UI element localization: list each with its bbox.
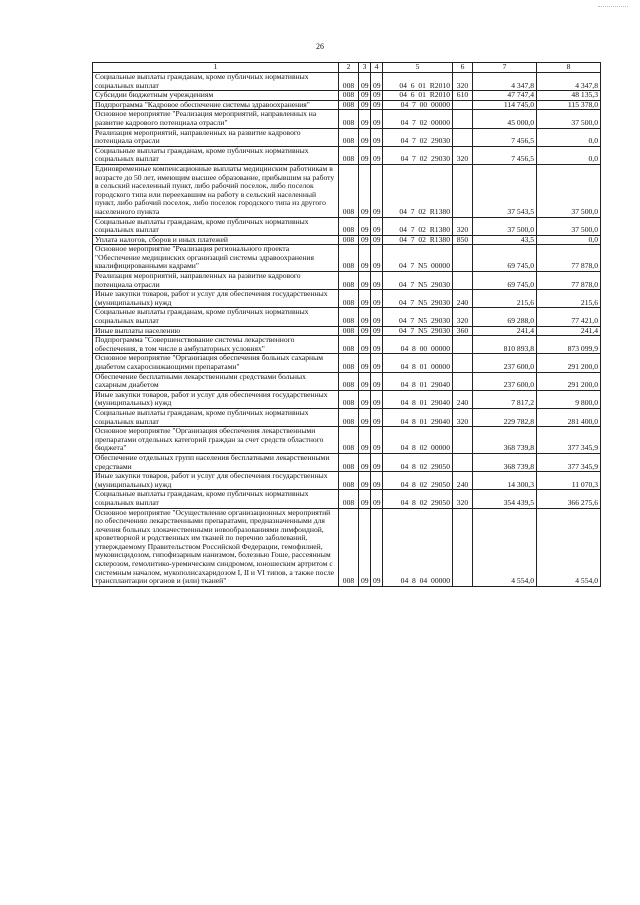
- table-row: [93, 372, 601, 390]
- subsection-code: 09: [371, 73, 383, 91]
- section-code: 09: [359, 146, 371, 164]
- amount-year-1: 810 893,8: [473, 336, 537, 354]
- target-item-code: 04 7 02 00000: [383, 110, 453, 128]
- expense-type-code: [453, 110, 473, 128]
- table-row: [93, 490, 601, 508]
- expense-type-code: [453, 453, 473, 471]
- amount-year-1: 37 500,0: [473, 217, 537, 235]
- expense-type-code: [453, 508, 473, 586]
- subsection-code: 09: [371, 472, 383, 490]
- table-row: [93, 354, 601, 372]
- amount-year-1: 43,5: [473, 235, 537, 245]
- expense-type-code: 610: [453, 91, 473, 101]
- amount-year-2: 4 554,0: [537, 508, 601, 586]
- expense-type-code: 850: [453, 235, 473, 245]
- ministry-code: 008: [339, 128, 359, 146]
- ministry-code: 008: [339, 146, 359, 164]
- amount-year-1: 7 456,5: [473, 128, 537, 146]
- expense-type-code: [453, 336, 473, 354]
- amount-year-2: 0,0: [537, 146, 601, 164]
- amount-year-1: 215,6: [473, 290, 537, 308]
- ministry-code: 008: [339, 372, 359, 390]
- header-cell: 4: [371, 63, 383, 73]
- subsection-code: 09: [371, 164, 383, 217]
- expense-type-code: [453, 354, 473, 372]
- expense-type-code: 240: [453, 472, 473, 490]
- amount-year-2: 291 200,0: [537, 372, 601, 390]
- subsection-code: 09: [371, 508, 383, 586]
- amount-year-1: 241,4: [473, 326, 537, 336]
- expense-type-code: [453, 164, 473, 217]
- ministry-code: 008: [339, 408, 359, 426]
- subsection-code: 09: [371, 100, 383, 110]
- table-row: [93, 453, 601, 471]
- amount-year-2: 873 099,9: [537, 336, 601, 354]
- table-row: [93, 336, 601, 354]
- section-code: 09: [359, 336, 371, 354]
- table-row: [93, 472, 601, 490]
- table-header-row: [93, 63, 601, 73]
- subsection-code: 09: [371, 336, 383, 354]
- header-cell: 1: [93, 63, 339, 73]
- amount-year-1: 69 288,0: [473, 308, 537, 326]
- amount-year-2: 0,0: [537, 235, 601, 245]
- expense-type-code: [453, 272, 473, 290]
- amount-year-2: 366 275,6: [537, 490, 601, 508]
- section-code: 09: [359, 490, 371, 508]
- table-row: [93, 508, 601, 586]
- ministry-code: 008: [339, 427, 359, 454]
- section-code: 09: [359, 245, 371, 272]
- table-row: [93, 146, 601, 164]
- table-row: [93, 91, 601, 101]
- ministry-code: 008: [339, 164, 359, 217]
- row-name: Иные выплаты населению: [93, 326, 339, 336]
- target-item-code: 04 7 N5 29030: [383, 272, 453, 290]
- target-item-code: 04 6 01 R2010: [383, 91, 453, 101]
- table-row: [93, 235, 601, 245]
- amount-year-2: 77 878,0: [537, 245, 601, 272]
- section-code: 09: [359, 308, 371, 326]
- target-item-code: 04 8 01 29040: [383, 372, 453, 390]
- table-row: [93, 408, 601, 426]
- section-code: 09: [359, 453, 371, 471]
- target-item-code: 04 8 01 29040: [383, 390, 453, 408]
- expense-type-code: 320: [453, 146, 473, 164]
- section-code: 09: [359, 290, 371, 308]
- ministry-code: 008: [339, 326, 359, 336]
- subsection-code: 09: [371, 290, 383, 308]
- expense-type-code: 320: [453, 73, 473, 91]
- section-code: 09: [359, 472, 371, 490]
- subsection-code: 09: [371, 272, 383, 290]
- table-row: [93, 427, 601, 454]
- ministry-code: 008: [339, 472, 359, 490]
- amount-year-1: 4 554,0: [473, 508, 537, 586]
- section-code: 09: [359, 100, 371, 110]
- table-row: [93, 164, 601, 217]
- subsection-code: 09: [371, 91, 383, 101]
- row-name: Основное мероприятие "Организация обеспечения лекарственными препаратами отдельных категорий граждан за счет средств областного бюджета": [93, 427, 339, 454]
- table-row: [93, 308, 601, 326]
- amount-year-1: 229 782,8: [473, 408, 537, 426]
- section-code: 09: [359, 235, 371, 245]
- ministry-code: 008: [339, 508, 359, 586]
- target-item-code: 04 7 02 29030: [383, 146, 453, 164]
- subsection-code: 09: [371, 110, 383, 128]
- row-name: Социальные выплаты гражданам, кроме публичных нормативных социальных выплат: [93, 490, 339, 508]
- table-row: [93, 245, 601, 272]
- amount-year-2: 377 345,9: [537, 427, 601, 454]
- ministry-code: 008: [339, 290, 359, 308]
- ministry-code: 008: [339, 390, 359, 408]
- row-name: Подпрограмма "Кадровое обеспечение системы здравоохранения": [93, 100, 339, 110]
- header-cell: 2: [339, 63, 359, 73]
- row-name: Основное мероприятие "Осуществление организационных мероприятий по обеспечению лекарственными препаратами, предназначенными для лечения больных злокачественными новообразованиями лимфоидной, кроветворной и родственных им тканей по перечню заболеваний, утверждаемому Правительством Российской Федерации, гемофилией, муковисцидозом, гипофизарным нанизмом, болезнью Гоше, рассеянным склерозом, гемолитико-уремическим синдромом, юношеским артритом с системным началом, мукополисахаридозом I, II и VI типов, а также после трансплантации органов и (или) тканей": [93, 508, 339, 586]
- row-name: Иные закупки товаров, работ и услуг для обеспечения государственных (муниципальных) нужд: [93, 472, 339, 490]
- ministry-code: 008: [339, 100, 359, 110]
- expense-type-code: 320: [453, 308, 473, 326]
- subsection-code: 09: [371, 354, 383, 372]
- section-code: 09: [359, 128, 371, 146]
- target-item-code: 04 7 02 29030: [383, 128, 453, 146]
- header-cell: 5: [383, 63, 453, 73]
- target-item-code: 04 8 02 29050: [383, 490, 453, 508]
- section-code: 09: [359, 427, 371, 454]
- section-code: 09: [359, 508, 371, 586]
- section-code: 09: [359, 91, 371, 101]
- row-name: Обеспечение отдельных групп населения бесплатными лекарственными средствами: [93, 453, 339, 471]
- amount-year-2: 77 421,0: [537, 308, 601, 326]
- section-code: 09: [359, 110, 371, 128]
- amount-year-1: 47 747,4: [473, 91, 537, 101]
- row-name: Основное мероприятие "Реализация мероприятий, направленных на развитие кадрового потенциала отрасли": [93, 110, 339, 128]
- expense-type-code: [453, 245, 473, 272]
- table-row: [93, 73, 601, 91]
- expense-type-code: [453, 372, 473, 390]
- row-name: Уплата налогов, сборов и иных платежей: [93, 235, 339, 245]
- amount-year-2: 9 800,0: [537, 390, 601, 408]
- subsection-code: 09: [371, 128, 383, 146]
- ministry-code: 008: [339, 217, 359, 235]
- page-number: 26: [316, 42, 324, 51]
- row-name: Социальные выплаты гражданам, кроме публичных нормативных социальных выплат: [93, 308, 339, 326]
- section-code: 09: [359, 164, 371, 217]
- amount-year-1: 37 543,5: [473, 164, 537, 217]
- amount-year-1: 45 000,0: [473, 110, 537, 128]
- row-name: Социальные выплаты гражданам, кроме публичных нормативных социальных выплат: [93, 73, 339, 91]
- amount-year-2: 37 500,0: [537, 217, 601, 235]
- expense-type-code: [453, 128, 473, 146]
- row-name: Иные закупки товаров, работ и услуг для обеспечения государственных (муниципальных) нужд: [93, 390, 339, 408]
- expense-type-code: 240: [453, 390, 473, 408]
- ministry-code: 008: [339, 110, 359, 128]
- table-row: [93, 390, 601, 408]
- target-item-code: 04 8 00 00000: [383, 336, 453, 354]
- amount-year-1: 69 745,0: [473, 272, 537, 290]
- amount-year-1: 4 347,8: [473, 73, 537, 91]
- amount-year-2: 241,4: [537, 326, 601, 336]
- expense-type-code: 320: [453, 217, 473, 235]
- row-name: Обеспечение бесплатными лекарственными средствами больных сахарным диабетом: [93, 372, 339, 390]
- subsection-code: 09: [371, 308, 383, 326]
- amount-year-1: 354 439,5: [473, 490, 537, 508]
- amount-year-2: 37 500,0: [537, 164, 601, 217]
- target-item-code: 04 7 N5 29030: [383, 308, 453, 326]
- section-code: 09: [359, 372, 371, 390]
- header-cell: 6: [453, 63, 473, 73]
- target-item-code: 04 6 01 R2010: [383, 73, 453, 91]
- row-name: Реализация мероприятий, направленных на развитие кадрового потенциала отрасли: [93, 128, 339, 146]
- ministry-code: 008: [339, 354, 359, 372]
- subsection-code: 09: [371, 453, 383, 471]
- expense-type-code: [453, 427, 473, 454]
- subsection-code: 09: [371, 427, 383, 454]
- target-item-code: 04 7 N5 00000: [383, 245, 453, 272]
- amount-year-1: 368 739,8: [473, 453, 537, 471]
- expense-type-code: 320: [453, 408, 473, 426]
- table-row: [93, 128, 601, 146]
- amount-year-2: 115 378,0: [537, 100, 601, 110]
- amount-year-1: 14 300,3: [473, 472, 537, 490]
- row-name: Подпрограмма "Совершенствование системы лекарственного обеспечения, в том числе в амбулаторных условиях": [93, 336, 339, 354]
- target-item-code: 04 7 N5 29030: [383, 326, 453, 336]
- row-name: Единовременные компенсационные выплаты медицинским работникам в возрасте до 50 лет, имеющим высшее образование, прибывшим на работу в сельский населенный пункт, либо рабочий поселок, либо поселок городского типа или переехавшим на работу в сельский населенный пункт, либо рабочий поселок, либо поселок городского типа из другого населенного пункта: [93, 164, 339, 217]
- table-row: [93, 272, 601, 290]
- row-name: Субсидии бюджетным учреждениям: [93, 91, 339, 101]
- amount-year-1: 69 745,0: [473, 245, 537, 272]
- section-code: 09: [359, 272, 371, 290]
- target-item-code: 04 8 04 00000: [383, 508, 453, 586]
- amount-year-1: 237 600,0: [473, 372, 537, 390]
- section-code: 09: [359, 326, 371, 336]
- amount-year-2: 281 400,0: [537, 408, 601, 426]
- header-cell: 3: [359, 63, 371, 73]
- target-item-code: 04 8 01 29040: [383, 408, 453, 426]
- row-name: Реализация мероприятий, направленных на развитие кадрового потенциала отрасли: [93, 272, 339, 290]
- amount-year-1: 7 817,2: [473, 390, 537, 408]
- subsection-code: 09: [371, 235, 383, 245]
- ministry-code: 008: [339, 336, 359, 354]
- table-row: [93, 100, 601, 110]
- header-cell: 7: [473, 63, 537, 73]
- ministry-code: 008: [339, 453, 359, 471]
- ministry-code: 008: [339, 91, 359, 101]
- ministry-code: 008: [339, 245, 359, 272]
- target-item-code: 04 7 N5 29030: [383, 290, 453, 308]
- subsection-code: 09: [371, 372, 383, 390]
- row-name: Социальные выплаты гражданам, кроме публичных нормативных социальных выплат: [93, 217, 339, 235]
- row-name: Социальные выплаты гражданам, кроме публичных нормативных социальных выплат: [93, 146, 339, 164]
- budget-table: [92, 62, 601, 587]
- subsection-code: 09: [371, 490, 383, 508]
- subsection-code: 09: [371, 217, 383, 235]
- amount-year-2: 37 500,0: [537, 110, 601, 128]
- scan-mark: [598, 6, 628, 8]
- expense-type-code: 320: [453, 490, 473, 508]
- target-item-code: 04 8 02 29050: [383, 472, 453, 490]
- amount-year-1: 114 745,0: [473, 100, 537, 110]
- target-item-code: 04 7 02 R1380: [383, 235, 453, 245]
- amount-year-1: 368 739,8: [473, 427, 537, 454]
- ministry-code: 008: [339, 73, 359, 91]
- section-code: 09: [359, 390, 371, 408]
- ministry-code: 008: [339, 235, 359, 245]
- target-item-code: 04 7 02 R1380: [383, 217, 453, 235]
- expense-type-code: 360: [453, 326, 473, 336]
- table-row: [93, 110, 601, 128]
- amount-year-2: 11 070,3: [537, 472, 601, 490]
- row-name: Социальные выплаты гражданам, кроме публичных нормативных социальных выплат: [93, 408, 339, 426]
- section-code: 09: [359, 408, 371, 426]
- row-name: Основное мероприятие "Организация обеспечения больных сахарным диабетом сахароснижающими препаратами": [93, 354, 339, 372]
- row-name: Основное мероприятие "Реализация регионального проекта "Обеспечение медицинских организаций системы здравоохранения квалифицированными кадрами": [93, 245, 339, 272]
- amount-year-2: 4 347,8: [537, 73, 601, 91]
- subsection-code: 09: [371, 326, 383, 336]
- table-row: [93, 217, 601, 235]
- table-row: [93, 290, 601, 308]
- target-item-code: 04 8 02 00000: [383, 427, 453, 454]
- section-code: 09: [359, 217, 371, 235]
- target-item-code: 04 8 01 00000: [383, 354, 453, 372]
- amount-year-1: 7 456,5: [473, 146, 537, 164]
- expense-type-code: [453, 100, 473, 110]
- amount-year-2: 0,0: [537, 128, 601, 146]
- target-item-code: 04 7 02 R1380: [383, 164, 453, 217]
- amount-year-2: 377 345,9: [537, 453, 601, 471]
- header-cell: 8: [537, 63, 601, 73]
- section-code: 09: [359, 73, 371, 91]
- ministry-code: 008: [339, 490, 359, 508]
- table-row: [93, 326, 601, 336]
- table-body: [93, 73, 601, 587]
- row-name: Иные закупки товаров, работ и услуг для обеспечения государственных (муниципальных) нужд: [93, 290, 339, 308]
- ministry-code: 008: [339, 272, 359, 290]
- target-item-code: 04 8 02 29050: [383, 453, 453, 471]
- subsection-code: 09: [371, 245, 383, 272]
- amount-year-1: 237 600,0: [473, 354, 537, 372]
- amount-year-2: 48 135,3: [537, 91, 601, 101]
- ministry-code: 008: [339, 308, 359, 326]
- subsection-code: 09: [371, 390, 383, 408]
- subsection-code: 09: [371, 146, 383, 164]
- subsection-code: 09: [371, 408, 383, 426]
- amount-year-2: 77 878,0: [537, 272, 601, 290]
- section-code: 09: [359, 354, 371, 372]
- expense-type-code: 240: [453, 290, 473, 308]
- target-item-code: 04 7 00 00000: [383, 100, 453, 110]
- amount-year-2: 291 200,0: [537, 354, 601, 372]
- amount-year-2: 215,6: [537, 290, 601, 308]
